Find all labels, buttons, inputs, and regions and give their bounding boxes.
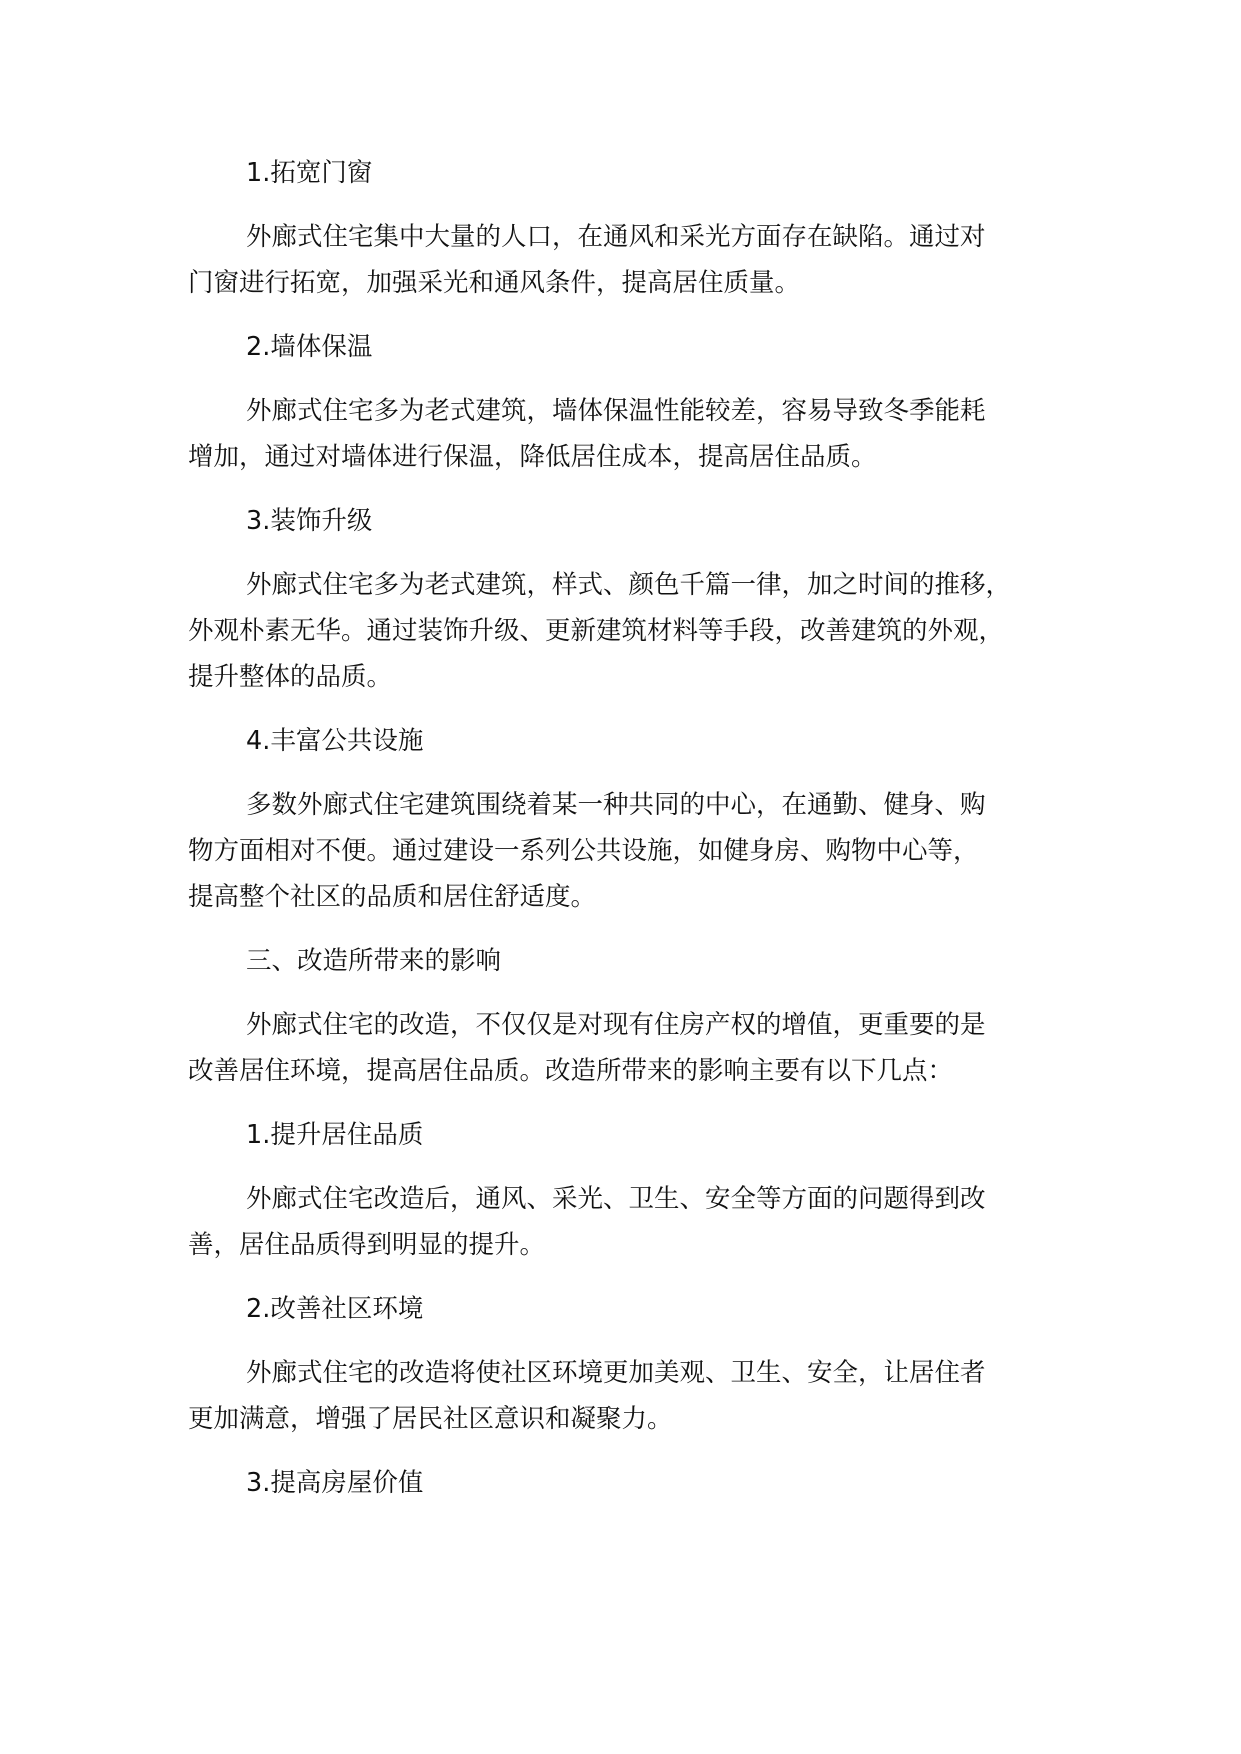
paragraph-line: 外廊式住宅多为老式建筑，样式、颜色千篇一律，加之时间的推移， bbox=[246, 570, 1012, 600]
section-heading: 4.丰富公共设施 bbox=[246, 726, 424, 756]
paragraph-line: 外廊式住宅的改造，不仅仅是对现有住房产权的增值，更重要的是 bbox=[246, 1010, 986, 1040]
body-paragraph bbox=[188, 214, 1088, 306]
body-paragraph bbox=[188, 782, 1088, 920]
paragraph-line: 善，居住品质得到明显的提升。 bbox=[188, 1230, 546, 1260]
paragraph-line: 物方面相对不便。通过建设一系列公共设施，如健身房、购物中心等， bbox=[188, 836, 979, 866]
paragraph-line: 更加满意，增强了居民社区意识和凝聚力。 bbox=[188, 1404, 673, 1434]
paragraph-line: 多数外廊式住宅建筑围绕着某一种共同的中心，在通勤、健身、购 bbox=[246, 790, 986, 820]
section-heading: 1.拓宽门窗 bbox=[246, 158, 373, 188]
paragraph-line: 增加，通过对墙体进行保温，降低居住成本，提高居住品质。 bbox=[188, 442, 877, 472]
paragraph-line: 外廊式住宅集中大量的人口，在通风和采光方面存在缺陷。通过对 bbox=[246, 222, 986, 252]
paragraph-line: 外廊式住宅多为老式建筑，墙体保温性能较差，容易导致冬季能耗 bbox=[246, 396, 986, 426]
body-paragraph bbox=[188, 388, 1088, 480]
body-paragraph bbox=[188, 1176, 1088, 1268]
section-heading: 2.墙体保温 bbox=[246, 332, 373, 362]
paragraph-line: 外廊式住宅改造后，通风、采光、卫生、安全等方面的问题得到改 bbox=[246, 1184, 986, 1214]
body-paragraph bbox=[188, 1350, 1088, 1442]
section-heading: 3.装饰升级 bbox=[246, 506, 373, 536]
section-heading: 3.提高房屋价值 bbox=[246, 1468, 424, 1498]
section-heading: 1.提升居住品质 bbox=[246, 1120, 424, 1150]
paragraph-line: 改善居住环境，提高居住品质。改造所带来的影响主要有以下几点： bbox=[188, 1056, 954, 1086]
paragraph-line: 提高整个社区的品质和居住舒适度。 bbox=[188, 882, 597, 912]
document-body bbox=[188, 150, 1088, 1524]
paragraph-line: 外廊式住宅的改造将使社区环境更加美观、卫生、安全，让居住者 bbox=[246, 1358, 986, 1388]
section-heading: 三、改造所带来的影响 bbox=[246, 946, 502, 976]
body-paragraph bbox=[188, 562, 1088, 700]
paragraph-line: 提升整体的品质。 bbox=[188, 662, 393, 692]
body-paragraph bbox=[188, 1002, 1088, 1094]
section-heading: 2.改善社区环境 bbox=[246, 1294, 424, 1324]
paragraph-line: 门窗进行拓宽，加强采光和通风条件，提高居住质量。 bbox=[188, 268, 801, 298]
paragraph-line: 外观朴素无华。通过装饰升级、更新建筑材料等手段，改善建筑的外观， bbox=[188, 616, 1005, 646]
